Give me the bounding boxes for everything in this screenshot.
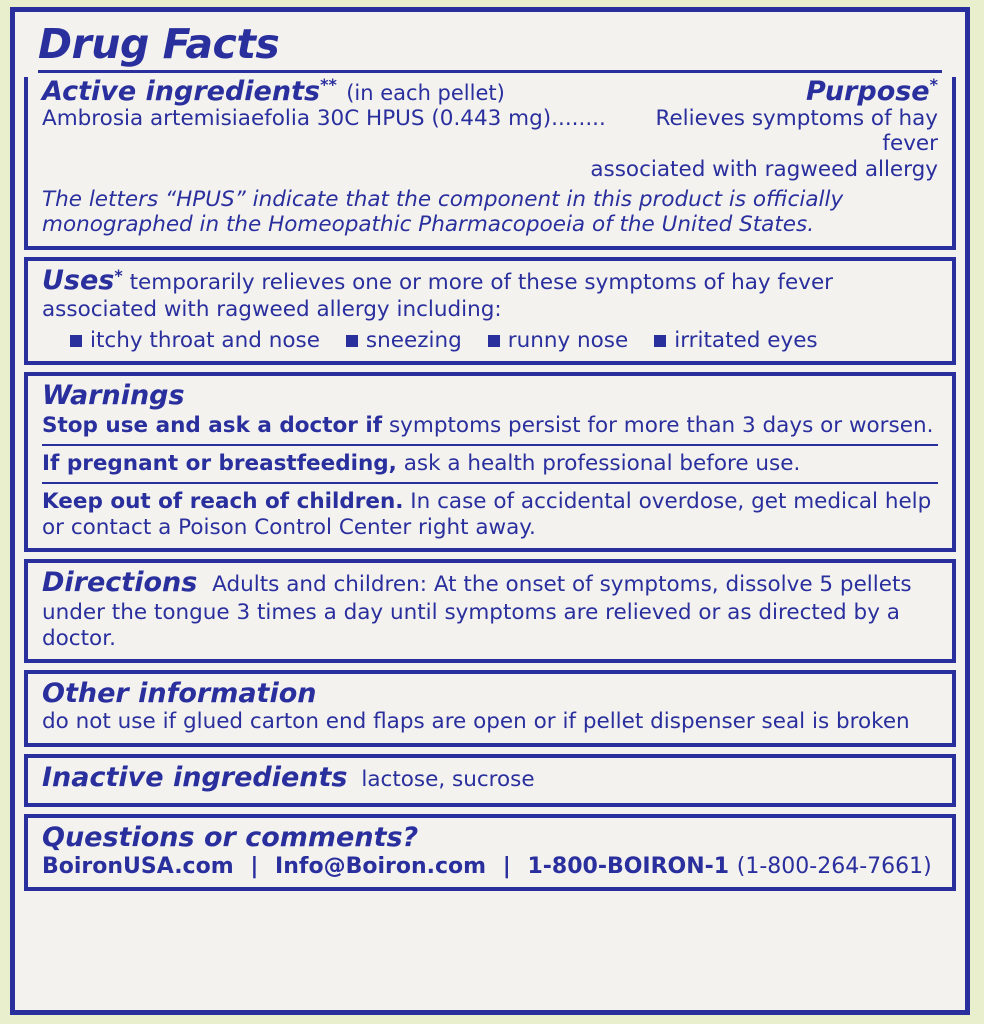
contact-row — [42, 854, 938, 879]
inactive-ingredients-block — [42, 762, 938, 794]
bullet-square-icon — [654, 335, 666, 347]
bullet-square-icon — [346, 335, 358, 347]
directions-section — [24, 559, 956, 663]
active-ingredient-row — [42, 106, 938, 156]
active-ingredients-header-row — [42, 77, 938, 106]
list-item — [488, 328, 629, 353]
active-ingredient-purpose-line2: associated with ragweed allergy — [590, 156, 938, 182]
active-ingredient-purpose-line1: Relieves symptoms of hay fever — [655, 106, 938, 157]
uses-heading: Uses — [42, 264, 115, 296]
inactive-ingredients-section — [24, 754, 956, 806]
symptom-label: sneezing — [365, 328, 462, 354]
active-ingredient-name: Ambrosia artemisiaefolia 30C HPUS (0.443 mg)........ — [42, 106, 606, 132]
directions-heading: Directions — [42, 567, 198, 599]
purpose-heading — [806, 77, 938, 106]
warnings-section — [24, 372, 956, 552]
uses-section — [24, 257, 956, 365]
warning-item — [42, 489, 938, 541]
warning-divider — [42, 482, 938, 484]
active-ingredients-footnote-mark: ** — [320, 75, 337, 94]
contact-separator: | — [502, 853, 511, 879]
contact-separator: | — [250, 853, 259, 879]
directions-text: Adults and children: At the onset of symptoms, dissolve 5 pellets under the tongue 3 times a day until symptoms are relieved or as directed by a doctor. — [42, 572, 912, 651]
email-link[interactable]: Info@Boiron.com — [275, 853, 487, 879]
warning-bold-lead: Keep out of reach of children. — [42, 488, 404, 514]
inactive-ingredients-text: lactose, sucrose — [361, 767, 535, 793]
list-item — [346, 328, 462, 353]
inactive-ingredients-heading: Inactive ingredients — [42, 762, 348, 794]
title-divider — [38, 70, 942, 73]
active-ingredients-label: Active ingredients — [42, 76, 321, 107]
active-ingredients-section — [24, 77, 956, 250]
symptom-label: irritated eyes — [674, 328, 818, 354]
other-information-text: do not use if glued carton end flaps are open or if pellet dispenser seal is broken — [42, 709, 910, 735]
drug-facts-label — [10, 7, 970, 1015]
questions-section — [24, 814, 956, 891]
bullet-square-icon — [70, 335, 82, 347]
questions-heading: Questions or comments? — [42, 821, 419, 853]
hpus-note: The letters “HPUS” indicate that the component in this product is officially monographed in the Homeopathic Pharmacopoeia of the United States. — [42, 186, 844, 238]
warning-bold-lead: If pregnant or breastfeeding, — [42, 450, 397, 476]
website-link[interactable]: BoironUSA.com — [42, 853, 234, 879]
page-title: Drug Facts — [38, 20, 280, 68]
uses-text-block — [42, 265, 938, 322]
purpose-label: Purpose — [806, 76, 930, 107]
list-item — [70, 328, 320, 353]
symptom-label: itchy throat and nose — [90, 328, 320, 354]
list-item — [654, 328, 817, 353]
phone-numeric: (1-800-264-7661) — [736, 853, 932, 879]
purpose-footnote-mark: * — [929, 75, 938, 94]
warning-text: symptoms persist for more than 3 days or worsen. — [388, 413, 934, 439]
warning-text: In case of accidental overdose, get medical help or contact a Poison Control Center right away. — [42, 488, 932, 540]
title-block — [24, 18, 956, 77]
active-ingredients-note: (in each pellet) — [346, 81, 505, 105]
active-ingredient-purpose-line2-row — [42, 157, 938, 182]
active-ingredients-heading — [42, 77, 505, 106]
bullet-square-icon — [488, 335, 500, 347]
phone-vanity[interactable]: 1-800-BOIRON-1 — [527, 853, 730, 879]
warning-item — [42, 451, 938, 477]
uses-text: temporarily relieves one or more of these symptoms of hay fever associated with ragweed allergy including: — [42, 269, 834, 322]
other-information-section — [24, 670, 956, 747]
uses-footnote-mark: * — [114, 265, 123, 285]
other-information-heading: Other information — [42, 678, 317, 710]
warnings-heading: Warnings — [42, 380, 185, 412]
symptom-label: runny nose — [507, 328, 629, 354]
warning-item — [42, 413, 938, 439]
directions-block — [42, 567, 938, 651]
warning-text: ask a health professional before use. — [403, 450, 801, 476]
symptom-list — [42, 328, 938, 353]
warning-divider — [42, 444, 938, 446]
warning-bold-lead: Stop use and ask a doctor if — [42, 413, 383, 439]
